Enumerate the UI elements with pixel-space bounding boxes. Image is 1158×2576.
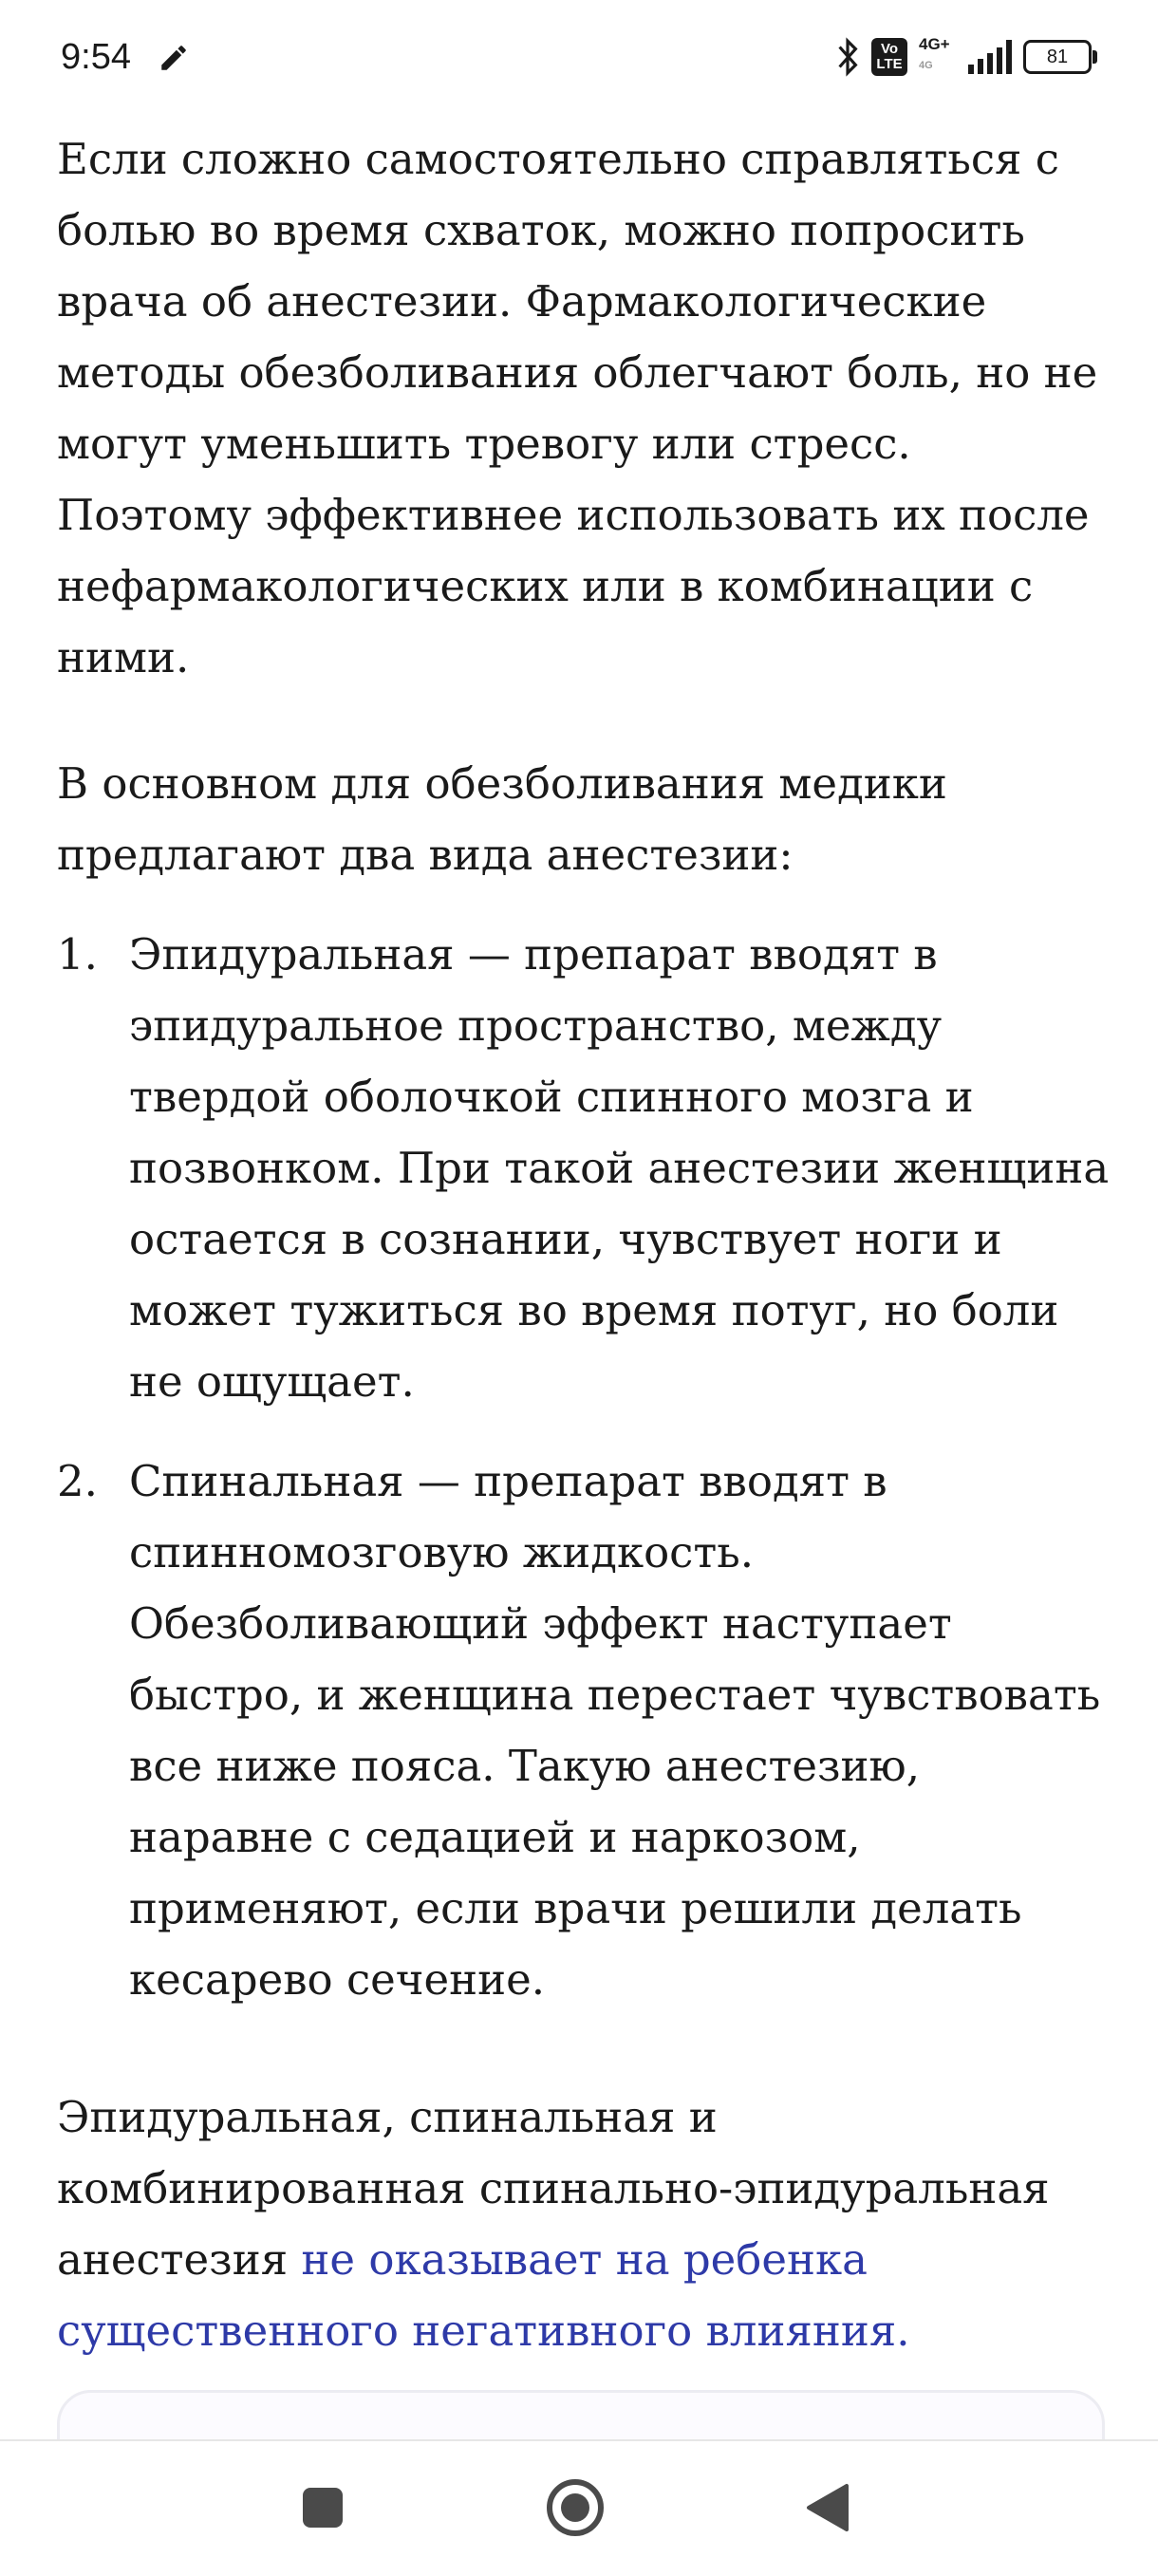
battery-icon: [1023, 40, 1092, 74]
home-icon: [545, 2477, 606, 2538]
paragraph-3-text: Эпидуральная, спинальная и комбинированная спинально-эпидуральная анестезия: [57, 2092, 1050, 2285]
pencil-icon: [158, 42, 190, 74]
home-button[interactable]: [537, 2470, 613, 2546]
status-time: 9:54: [61, 37, 131, 77]
list-number: 2.: [57, 1456, 98, 1506]
recents-button[interactable]: [285, 2470, 361, 2546]
paragraph-3: [57, 2081, 1111, 2366]
article-content: [57, 123, 1111, 2366]
network-type: 4G+ 4G: [919, 35, 950, 71]
volte-icon: Vo LTE: [871, 38, 907, 76]
back-icon: [805, 2482, 850, 2533]
anesthesia-list: [57, 919, 1111, 2015]
list-text: Эпидуральная — препарат вводят в эпидуральное пространство, между твердой оболочкой спинного мозга и позвонком. При такой анестезии женщина остается в сознании, чувствует ноги и может тужиться во время потуг, но боли не ощущает.: [129, 929, 1110, 1407]
status-icons: [835, 32, 1092, 82]
signal-icon: [968, 40, 1012, 74]
recents-icon: [301, 2486, 345, 2529]
bluetooth-icon: [835, 37, 860, 77]
list-number: 1.: [57, 929, 98, 980]
list-item: [57, 919, 1111, 1417]
back-button[interactable]: [790, 2470, 866, 2546]
list-item: [57, 1446, 1111, 2015]
list-text: Спинальная — препарат вводят в спинномозговую жидкость. Обезболивающий эффект наступает быстро, и женщина перестает чувствовать все ниже пояса. Такую анестезию, наравне с седацией и наркозом, применяют, если врачи решили делать кесарево сечение.: [129, 1456, 1101, 2005]
paragraph-1: Если сложно самостоятельно справляться с болью во время схваток, можно попросить врача об анестезии. Фармакологические методы обезболивания облегчают боль, но не могут уменьшить тревогу или стресс. Поэтому эффективнее использовать их после нефармакологических или в комбинации с ними.: [57, 134, 1098, 682]
source-link[interactable]: не оказывает на ребенка существенного негативного влияния.: [57, 2234, 910, 2356]
battery-level: 81: [1046, 46, 1069, 67]
navigation-bar: [0, 2439, 1158, 2576]
paragraph-2: В основном для обезболивания медики предлагают два вида анестезии:: [57, 758, 947, 880]
status-bar: [0, 0, 1158, 114]
